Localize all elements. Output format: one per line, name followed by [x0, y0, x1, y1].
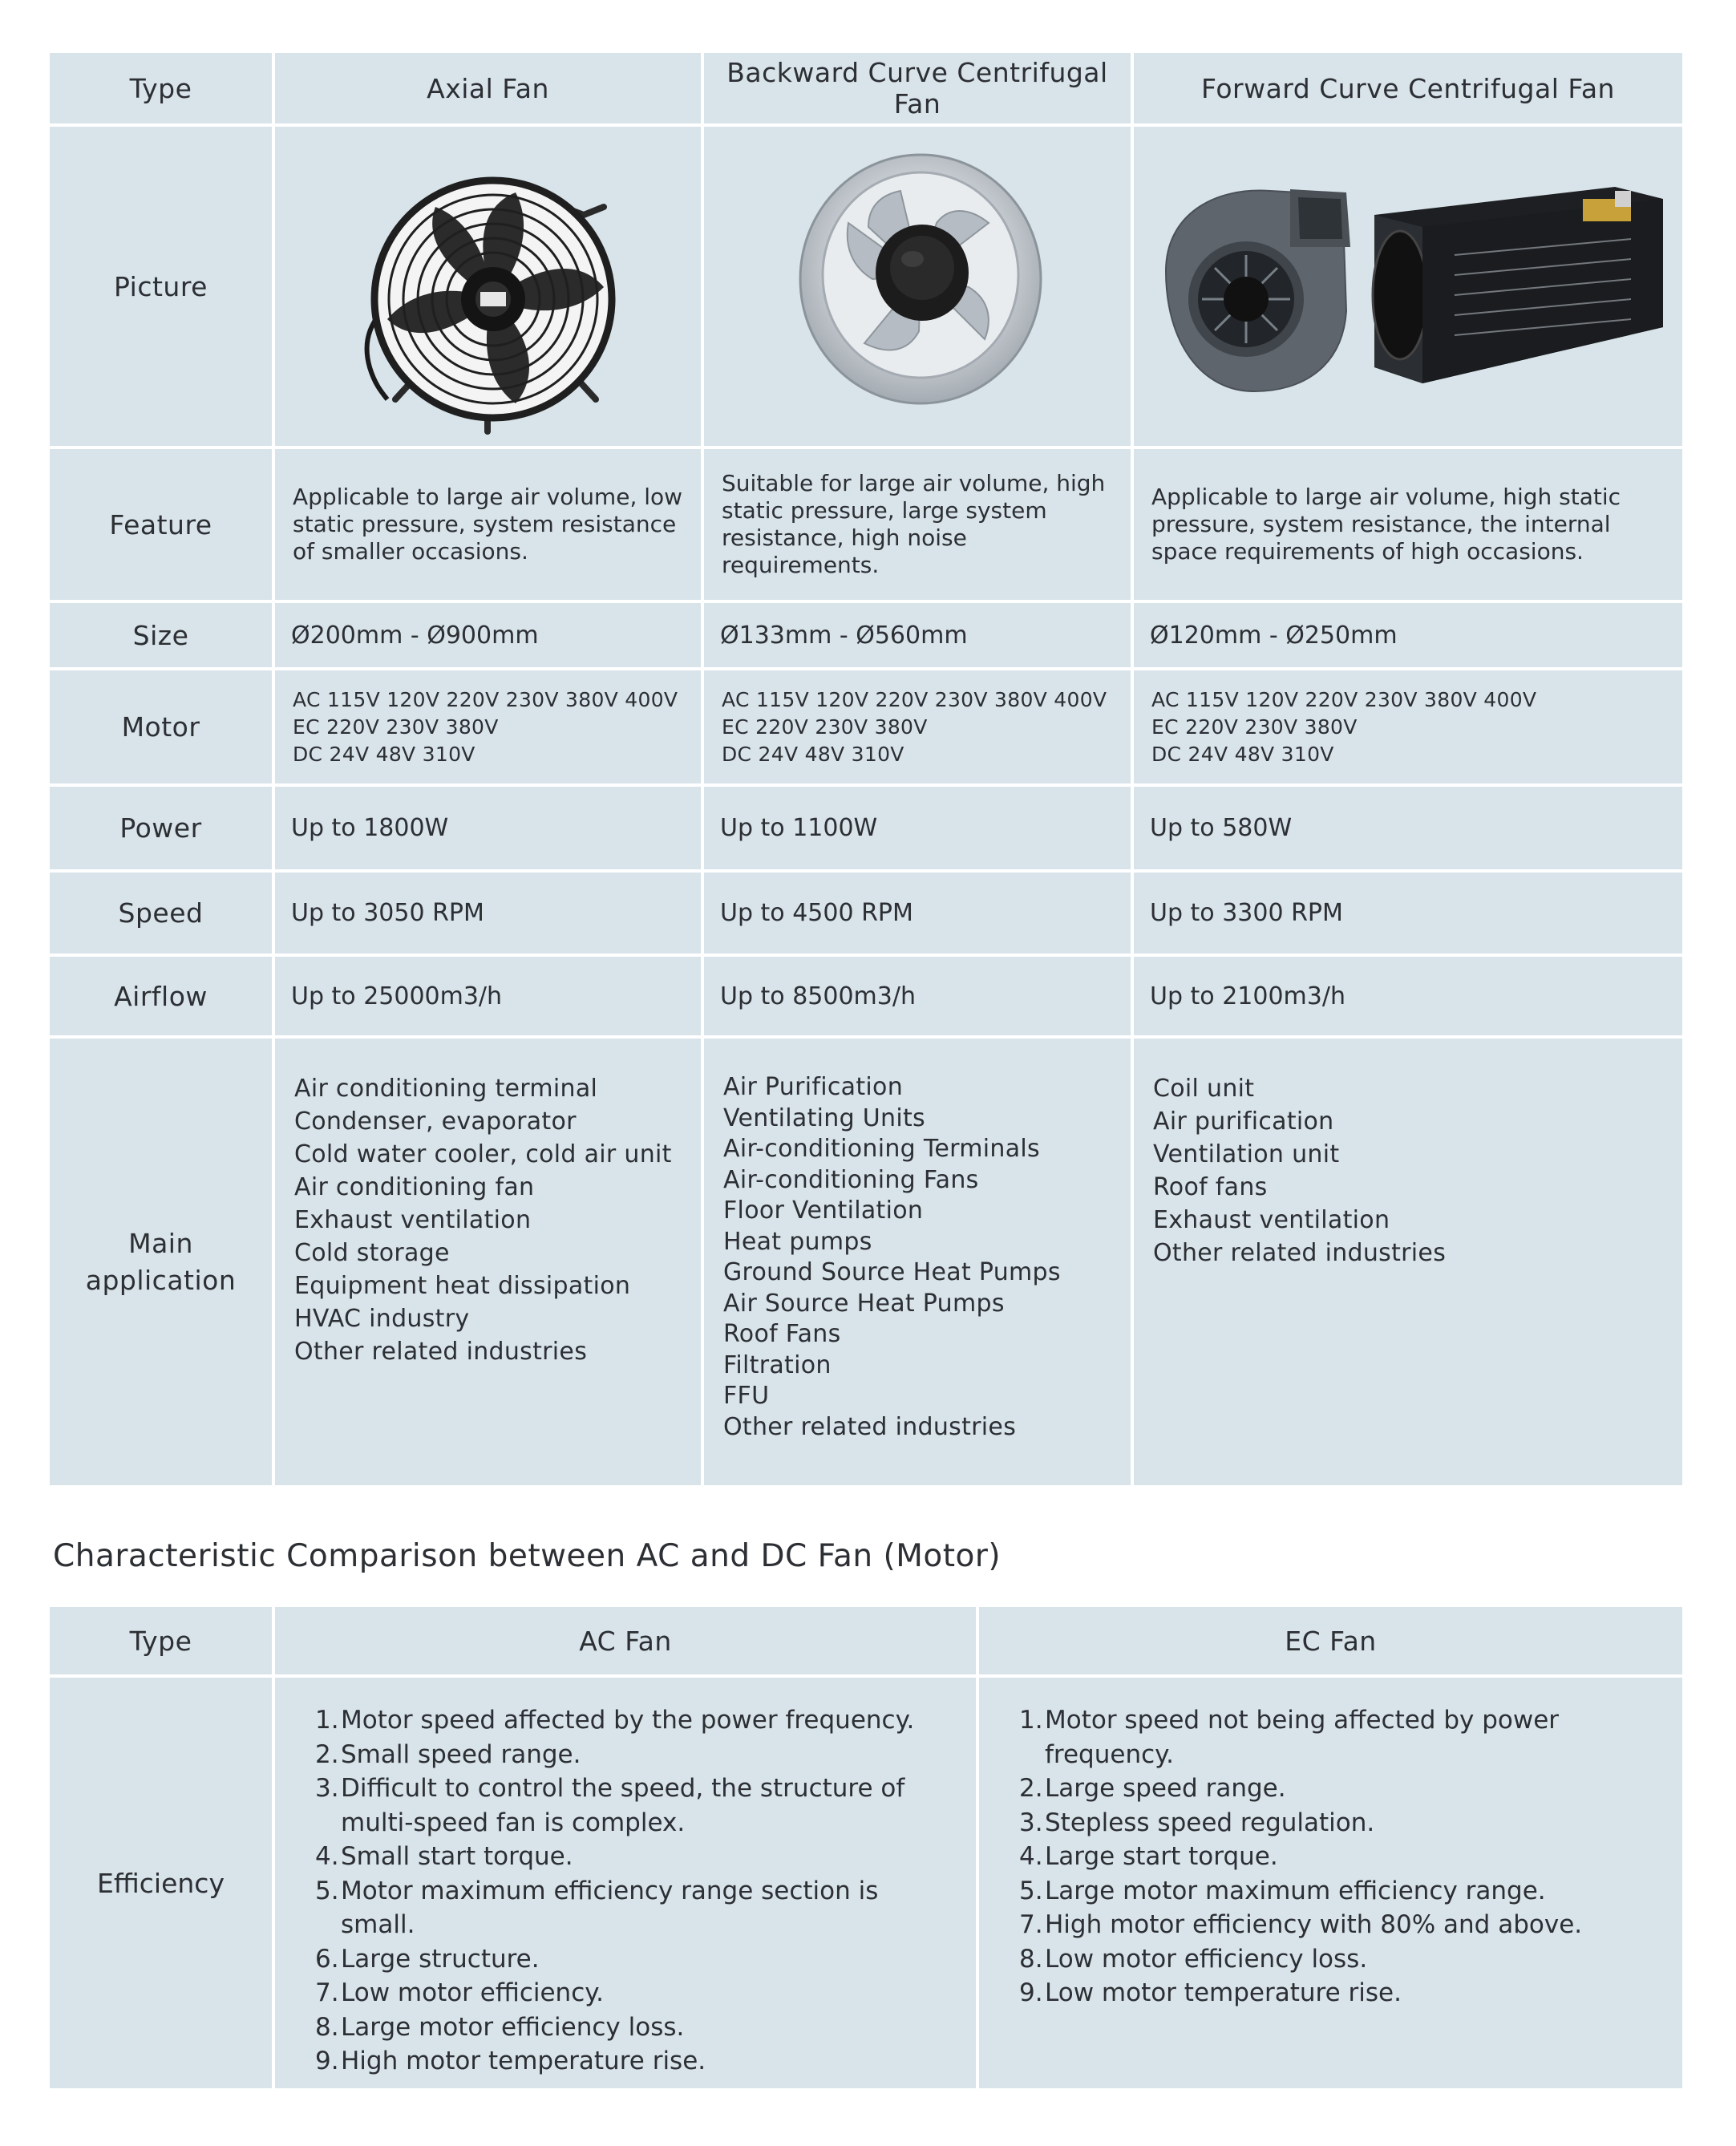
motor-ec-line: EC 220V 230V 380V	[722, 715, 928, 739]
motor-dc-line: DC 24V 48V 310V	[722, 742, 904, 766]
feature-axial-fan: Applicable to large air volume, low static pressure, system resistance of smaller occasions.	[275, 449, 701, 600]
motor-backward-curve-fan	[704, 670, 1131, 783]
speed-backward-curve-fan: Up to 4500 RPM	[704, 873, 1131, 954]
airflow-axial-fan: Up to 25000m3/h	[275, 957, 701, 1035]
application-item: Cold water cooler, cold air unit	[294, 1140, 672, 1168]
size-forward-curve-fan: Ø120mm - Ø250mm	[1134, 603, 1682, 667]
ac-ec-comparison-table	[50, 1607, 1682, 2088]
row-label-main-application-line1: Main	[128, 1227, 193, 1259]
list-item: 9. Low motor temperature rise.	[1019, 1978, 1402, 2007]
application-item: HVAC industry	[294, 1305, 470, 1333]
application-item: Air purification	[1153, 1107, 1334, 1136]
application-item: Air-conditioning Terminals	[723, 1135, 1040, 1163]
motor-ec-line: EC 220V 230V 380V	[293, 715, 499, 739]
application-item: Air conditioning terminal	[294, 1075, 598, 1103]
picture-axial-fan	[275, 127, 701, 446]
application-item: Floor Ventilation	[723, 1196, 924, 1225]
motor-ac-line: AC 115V 120V 220V 230V 380V 400V	[722, 687, 1107, 711]
list-item: 5. Motor maximum efficiency range section is small.	[315, 1876, 879, 1939]
application-item: Coil unit	[1153, 1075, 1255, 1103]
application-item: Other related industries	[723, 1412, 1017, 1441]
speed-forward-curve-fan: Up to 3300 RPM	[1134, 873, 1682, 954]
application-item: FFU	[723, 1382, 770, 1410]
fan-comparison-table	[50, 53, 1682, 1495]
picture-backward-curve-fan	[704, 127, 1131, 446]
feature-forward-curve-fan: Applicable to large air volume, high static pressure, system resistance, the internal space requirements of high occasions.	[1134, 449, 1682, 600]
header-axial-fan: Axial Fan	[275, 53, 701, 123]
motor-ec-line: EC 220V 230V 380V	[1151, 715, 1358, 739]
section-title: Characteristic Comparison between AC and DC Fan (Motor)	[53, 1538, 1002, 1574]
row-label-motor: Motor	[50, 670, 272, 783]
motor-axial-fan	[275, 670, 701, 783]
airflow-backward-curve-fan: Up to 8500m3/h	[704, 957, 1131, 1035]
ac-fan-efficiency-list	[275, 1678, 976, 2088]
application-item: Other related industries	[1153, 1239, 1447, 1267]
header-backward-curve-fan: Backward Curve Centrifugal Fan	[704, 53, 1131, 123]
list-item: 6. Large structure.	[315, 1944, 540, 1974]
motor-dc-line: DC 24V 48V 310V	[1151, 742, 1334, 766]
picture-forward-curve-fan	[1134, 127, 1682, 446]
application-item: Air Purification	[723, 1073, 904, 1101]
size-backward-curve-fan: Ø133mm - Ø560mm	[704, 603, 1131, 667]
list-item: 9. High motor temperature rise.	[315, 2047, 706, 2075]
row-label-feature: Feature	[50, 449, 272, 600]
row-label-main-application-line2: application	[85, 1264, 237, 1296]
application-item: Cold storage	[294, 1239, 450, 1267]
row-label-speed: Speed	[50, 873, 272, 954]
list-item: 3. Difficult to control the speed, the structure of multi-speed fan is complex.	[315, 1774, 905, 1837]
airflow-forward-curve-fan: Up to 2100m3/h	[1134, 957, 1682, 1035]
row-label-picture: Picture	[50, 127, 272, 446]
row-label-airflow: Airflow	[50, 957, 272, 1035]
list-item: 7. Low motor efficiency.	[315, 1978, 605, 2007]
row-label-power: Power	[50, 787, 272, 869]
size-axial-fan: Ø200mm - Ø900mm	[275, 603, 701, 667]
application-item: Filtration	[723, 1350, 832, 1379]
header-type: Type	[50, 1607, 272, 1674]
header-ec-fan: EC Fan	[979, 1607, 1682, 1674]
application-item: Heat pumps	[723, 1227, 872, 1256]
application-list-axial-fan	[275, 1039, 701, 1485]
row-label-main-application	[50, 1039, 272, 1485]
motor-ac-line: AC 115V 120V 220V 230V 380V 400V	[1151, 687, 1537, 711]
list-item: 8. Low motor efficiency loss.	[1019, 1944, 1368, 1974]
list-item: 3. Stepless speed regulation.	[1019, 1808, 1375, 1837]
application-item: Ventilation unit	[1153, 1140, 1340, 1168]
application-item: Air conditioning fan	[294, 1173, 535, 1201]
application-item: Other related industries	[294, 1338, 588, 1366]
list-item: 5. Large motor maximum efficiency range.	[1019, 1876, 1546, 1905]
motor-ac-line: AC 115V 120V 220V 230V 380V 400V	[293, 687, 678, 711]
list-item: 2. Small speed range.	[315, 1739, 581, 1769]
motor-dc-line: DC 24V 48V 310V	[293, 742, 475, 766]
power-axial-fan: Up to 1800W	[275, 787, 701, 869]
header-type: Type	[50, 53, 272, 123]
list-item: 7. High motor efficiency with 80% and above.	[1019, 1910, 1583, 1939]
application-item: Roof fans	[1153, 1173, 1268, 1201]
list-item: 8. Large motor efficiency loss.	[315, 2012, 685, 2042]
feature-backward-curve-fan: Suitable for large air volume, high static pressure, large system resistance, high noise requirements.	[704, 449, 1131, 600]
application-list-backward-curve-fan	[704, 1039, 1131, 1485]
list-item: 2. Large speed range.	[1019, 1774, 1286, 1803]
header-ac-fan: AC Fan	[275, 1607, 976, 1674]
list-item: 4. Small start torque.	[315, 1842, 573, 1871]
speed-axial-fan: Up to 3050 RPM	[275, 873, 701, 954]
application-item: Equipment heat dissipation	[294, 1272, 631, 1300]
application-item: Exhaust ventilation	[294, 1206, 532, 1234]
list-item: 1. Motor speed affected by the power frequency.	[315, 1706, 915, 1735]
application-item: Air-conditioning Fans	[723, 1165, 979, 1194]
application-item: Ventilating Units	[723, 1103, 925, 1132]
list-item: 4. Large start torque.	[1019, 1842, 1278, 1871]
axial-fan-image	[275, 127, 701, 446]
list-item: 1. Motor speed not being affected by power frequency.	[1019, 1706, 1560, 1769]
row-label-efficiency: Efficiency	[50, 1678, 272, 2088]
application-item: Ground Source Heat Pumps	[723, 1258, 1061, 1286]
application-item: Roof Fans	[723, 1320, 841, 1348]
forward-curve-centrifugal-fan-image	[1134, 127, 1682, 446]
power-forward-curve-fan: Up to 580W	[1134, 787, 1682, 869]
motor-forward-curve-fan	[1134, 670, 1682, 783]
application-item: Exhaust ventilation	[1153, 1206, 1390, 1234]
application-item: Air Source Heat Pumps	[723, 1289, 1005, 1318]
power-backward-curve-fan: Up to 1100W	[704, 787, 1131, 869]
application-list-forward-curve-fan	[1134, 1039, 1682, 1485]
ec-fan-efficiency-list	[979, 1678, 1682, 2088]
backward-curve-centrifugal-fan-image	[704, 127, 1131, 446]
row-label-size: Size	[50, 603, 272, 667]
application-item: Condenser, evaporator	[294, 1107, 577, 1136]
header-forward-curve-fan: Forward Curve Centrifugal Fan	[1134, 53, 1682, 123]
